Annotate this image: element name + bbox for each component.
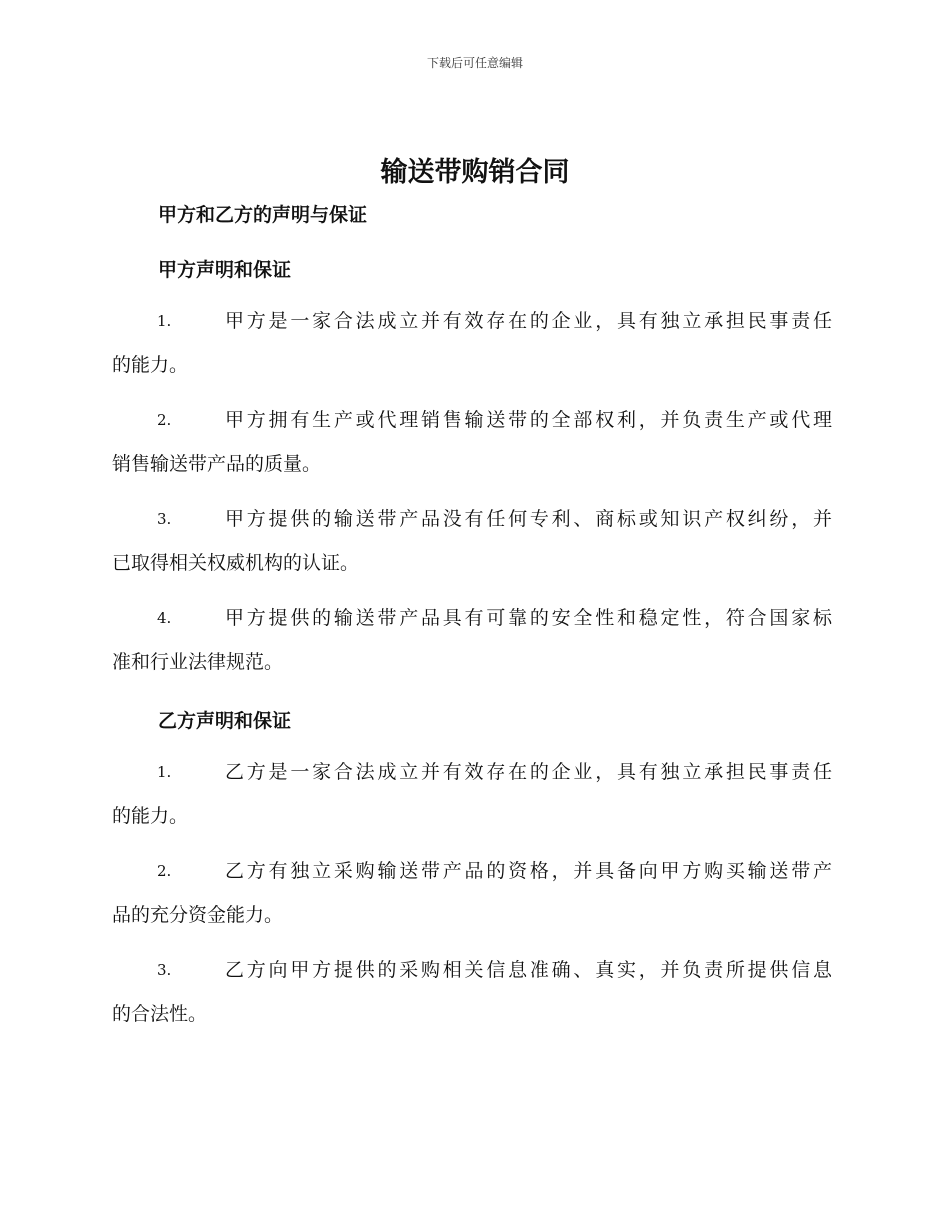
party-a-item-3: [112, 497, 832, 585]
item-number: 2.: [157, 411, 172, 429]
item-text-line1: 乙方有独立采购输送带产品的资格，并具备向甲方购买输送带产: [225, 860, 832, 882]
item-text-line2: 销售输送带产品的质量。: [112, 453, 322, 475]
item-text-line1: 甲方拥有生产或代理销售输送带的全部权利，并负责生产或代理: [225, 409, 832, 431]
party-b-heading: 乙方声明和保证: [158, 710, 292, 732]
item-number: 2.: [157, 862, 172, 880]
item-text-line1: 甲方提供的输送带产品具有可靠的安全性和稳定性，符合国家标: [225, 607, 832, 629]
item-text-line2: 的合法性。: [112, 1003, 208, 1025]
item-text-line2: 已取得相关权威机构的认证。: [112, 552, 360, 574]
header-note: 下载后可任意编辑: [426, 56, 523, 70]
item-text-line2: 准和行业法律规范。: [112, 651, 284, 673]
party-a-item-1: [112, 299, 832, 387]
party-a-item-2: [112, 398, 832, 486]
item-text-line1: 乙方是一家合法成立并有效存在的企业，具有独立承担民事责任: [225, 761, 832, 783]
party-b-item-2: [112, 849, 832, 937]
party-b-item-1: [112, 750, 832, 838]
item-text-line1: 甲方是一家合法成立并有效存在的企业，具有独立承担民事责任: [225, 310, 832, 332]
item-number: 3.: [157, 961, 172, 979]
item-number: 1.: [157, 763, 172, 781]
item-number: 1.: [157, 312, 172, 330]
item-text-line1: 甲方提供的输送带产品没有任何专利、商标或知识产权纠纷，并: [225, 508, 832, 530]
item-text-line2: 的能力。: [112, 805, 189, 827]
party-a-item-4: [112, 596, 832, 684]
item-text-line2: 的能力。: [112, 354, 189, 376]
item-number: 4.: [157, 609, 172, 627]
item-number: 3.: [157, 510, 172, 528]
document-title: 输送带购销合同: [380, 157, 570, 188]
item-text-line1: 乙方向甲方提供的采购相关信息准确、真实，并负责所提供信息: [225, 959, 832, 981]
section-heading-declarations: 甲方和乙方的声明与保证: [158, 204, 368, 226]
party-b-item-3: [112, 948, 832, 1036]
item-text-line2: 品的充分资金能力。: [112, 904, 284, 926]
party-a-heading: 甲方声明和保证: [158, 259, 292, 281]
